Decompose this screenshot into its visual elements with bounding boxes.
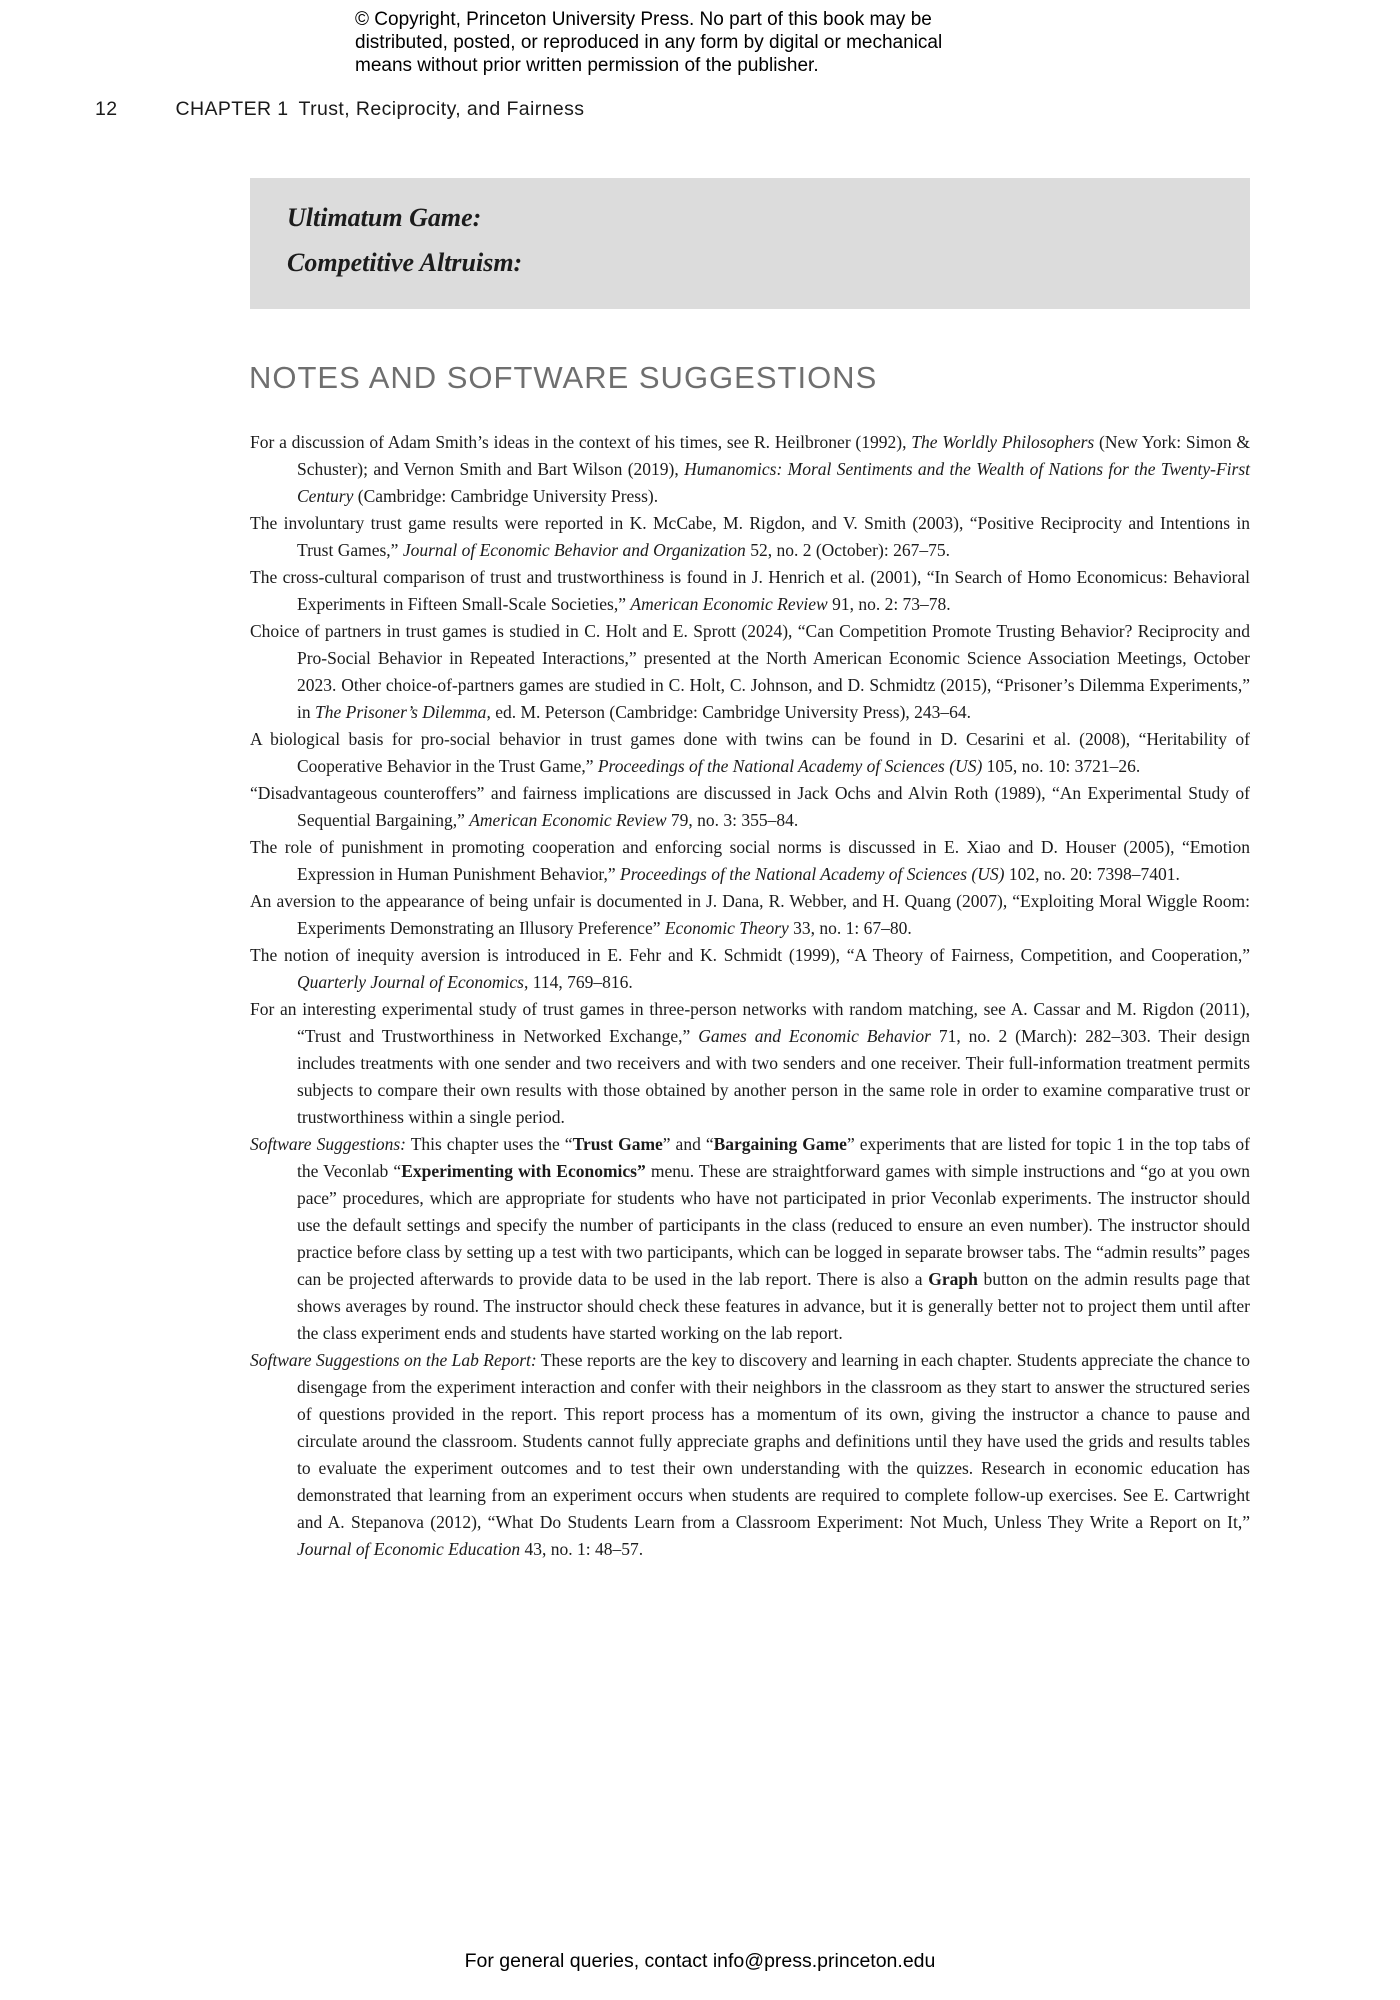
note-text-segment: Proceedings of the National Academy of Sciences (US) (597, 756, 983, 776)
note-text-segment: 105, no. 10: 3721–26. (982, 756, 1141, 776)
note-text-segment: American Economic Review (469, 810, 667, 830)
note-text-segment: Experimenting with Economics” (401, 1161, 646, 1181)
note-text-segment: The Prisoner’s Dilemma (315, 702, 487, 722)
note-text-segment: (Cambridge: Cambridge University Press). (353, 486, 659, 506)
note-paragraph (250, 726, 1250, 780)
copyright-notice (355, 8, 942, 77)
note-text-segment: Trust Game (572, 1134, 663, 1154)
key-terms-box (250, 178, 1250, 309)
note-text-segment: For an interesting experimental study of trust games in three-person networks with random matching, see A. Cassar and M. Rigdon (2011), “Trust and Trustworthiness in Networked Exchange,” (250, 999, 1250, 1046)
chapter-label: CHAPTER 1 (175, 98, 289, 120)
note-paragraph (250, 429, 1250, 510)
note-text-segment: Software Suggestions: (250, 1134, 407, 1154)
note-text-segment: Economic Theory (664, 918, 789, 938)
note-text-segment: The cross-cultural comparison of trust and trustworthiness is found in J. Henrich et al. (2001), “In Search of Homo Economicus: Behavioral Experiments in Fifteen Small-Scale Societies,” (250, 567, 1250, 614)
note-text-segment: 79, no. 3: 355–84. (666, 810, 799, 830)
note-paragraph (250, 1131, 1250, 1347)
note-text-segment: , ed. M. Peterson (Cambridge: Cambridge University Press), 243–64. (486, 702, 972, 722)
copyright-line: © Copyright, Princeton University Press. No part of this book may be (355, 9, 932, 30)
note-text-segment: ” and “ (662, 1134, 714, 1154)
note-text-segment: Graph (928, 1269, 978, 1289)
note-text-segment: Choice of partners in trust games is studied in C. Holt and E. Sprott (2024), “Can Competition Promote Trusting Behavior? Reciprocity and Pro-Social Behavior in Repeated Interactions,” presented at the North American Economic Science Association Meetings, October 2023. Other choice-of-partners games are studied in C. Holt, C. Johnson, and D. Schmidtz (2015), “Prisoner’s Dilemma Experiments,” in (250, 621, 1250, 722)
note-text-segment: An aversion to the appearance of being unfair is documented in J. Dana, R. Webber, and H. Quang (2007), “Exploiting Moral Wiggle Room: Experiments Demonstrating an Illusory Preference” (250, 891, 1250, 938)
copyright-line: means without prior written permission of the publisher. (355, 55, 819, 76)
copyright-line: distributed, posted, or reproduced in any form by digital or mechanical (355, 32, 943, 53)
note-text-segment: A biological basis for pro-social behavior in trust games done with twins can be found in D. Cesarini et al. (2008), “Heritability of Cooperative Behavior in the Trust Game,” (250, 729, 1250, 776)
note-text-segment: 52, no. 2 (October): 267–75. (745, 540, 950, 560)
note-text-segment: Proceedings of the National Academy of Sciences (US) (620, 864, 1005, 884)
key-term-ultimatum-game: Ultimatum Game: (287, 203, 482, 232)
note-text-segment: button on the admin results page that shows averages by round. The instructor should check these features in advance, but it is generally better not to project them until after the class experiment ends and students have started working on the lab report. (297, 1269, 1251, 1343)
note-text-segment: ” experiments that are listed for topic 1 in the top tabs of the Veconlab “ (297, 1134, 1250, 1181)
note-text-segment: (New York: Simon & Schuster); and Vernon Smith and Bart Wilson (2019), (297, 432, 1250, 479)
note-text-segment: 71, no. 2 (March): 282–303. Their design includes treatments with one sender and two receivers and with two senders and one receiver. Their full-information treatment permits subjects to compare their own results with those obtained by another person in the same role in order to examine comparative trust or trustworthiness within a single period. (297, 1026, 1250, 1127)
note-text-segment: The role of punishment in promoting cooperation and enforcing social norms is discussed in E. Xiao and D. Houser (2005), “Emotion Expression in Human Punishment Behavior,” (250, 837, 1250, 884)
note-text-segment: menu. These are straightforward games with simple instructions and “go at you own pace” procedures, which are appropriate for students who have not participated in prior Veconlab experiments. The instructor should use the default settings and specify the number of participants in the class (reduced to ensure an even number). The instructor should practice before class by setting up a test with two participants, which can be logged in separate browser tabs. The “admin results” pages can be projected afterwards to provide data to be used in the lab report. There is also a (297, 1161, 1250, 1289)
note-paragraph (250, 996, 1250, 1131)
page-number: 12 (95, 98, 118, 120)
note-text-segment: 102, no. 20: 7398–7401. (1004, 864, 1180, 884)
key-term-competitive-altruism: Competitive Altruism: (287, 248, 523, 277)
note-text-segment: Software Suggestions on the Lab Report: (250, 1350, 537, 1370)
note-text-segment: 91, no. 2: 73–78. (827, 594, 951, 614)
section-heading: NOTES AND SOFTWARE SUGGESTIONS (249, 360, 878, 395)
note-text-segment: The involuntary trust game results were reported in K. McCabe, M. Rigdon, and V. Smith (2003), “Positive Reciprocity and Intentions in Trust Games,” (250, 513, 1250, 560)
note-text-segment: Quarterly Journal of Economics (297, 972, 524, 992)
note-paragraph (250, 780, 1250, 834)
note-text-segment: Journal of Economic Behavior and Organization (402, 540, 746, 560)
note-paragraph (250, 618, 1250, 726)
note-text-segment: “Disadvantageous counteroffers” and fairness implications are discussed in Jack Ochs and Alvin Roth (1989), “An Experimental Study of Sequential Bargaining,” (250, 783, 1250, 830)
note-text-segment: , 114, 769–816. (523, 972, 633, 992)
note-paragraph (250, 942, 1250, 996)
notes-list (250, 429, 1250, 1563)
note-paragraph (250, 888, 1250, 942)
note-paragraph (250, 510, 1250, 564)
note-text-segment: Journal of Economic Education (297, 1539, 521, 1559)
note-text-segment: These reports are the key to discovery and learning in each chapter. Students appreciate the chance to disengage from the experiment interaction and confer with their neighbors in the classroom as they start to answer the structured series of questions provided in the report. This report process has a momentum of its own, giving the instructor a chance to pause and circulate around the classroom. Students cannot fully appreciate graphs and definitions until they have used the grids and results tables to evaluate the experiment outcomes and to test their own understanding with the quizzes. Research in economic education has demonstrated that learning from an experiment occurs when students are required to complete follow-up exercises. See E. Cartwright and A. Stepanova (2012), “What Do Students Learn from a Classroom Experiment: Not Much, Unless They Write a Report on It,” (297, 1350, 1250, 1532)
chapter-title: Trust, Reciprocity, and Fairness (298, 98, 585, 120)
note-text-segment: For a discussion of Adam Smith’s ideas in the context of his times, see R. Heilbroner (1992), (250, 432, 912, 452)
note-text-segment: This chapter uses the “ (406, 1134, 573, 1154)
note-text-segment: American Economic Review (630, 594, 828, 614)
footer-query-note: For general queries, contact info@press.princeton.edu (464, 1950, 936, 1972)
note-paragraph (250, 834, 1250, 888)
note-text-segment: The notion of inequity aversion is introduced in E. Fehr and K. Schmidt (1999), “A Theory of Fairness, Competition, and Cooperation,” (250, 945, 1250, 965)
note-text-segment: Games and Economic Behavior (698, 1026, 931, 1046)
running-head (95, 98, 584, 121)
note-paragraph (250, 564, 1250, 618)
note-text-segment: 43, no. 1: 48–57. (520, 1539, 644, 1559)
note-text-segment: Bargaining Game (713, 1134, 847, 1154)
note-text-segment: Humanomics: Moral Sentiments and the Wealth of Nations for the Twenty-First Century (297, 459, 1250, 506)
note-text-segment: The Worldly Philosophers (911, 432, 1095, 452)
note-text-segment: 33, no. 1: 67–80. (788, 918, 912, 938)
note-paragraph (250, 1347, 1250, 1563)
